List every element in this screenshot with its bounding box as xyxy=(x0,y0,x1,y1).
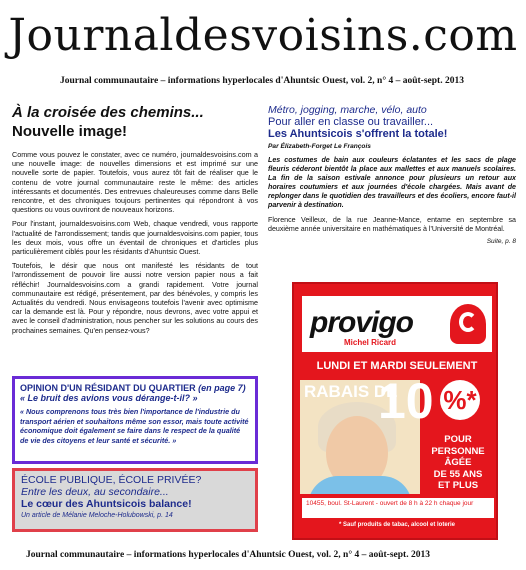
opinion-title: OPINION D'UN RÉSIDANT DU QUARTIER xyxy=(20,383,196,393)
opinion-box[interactable] xyxy=(12,376,258,464)
ecole-byline: Un article de Mélanie Meloche-Holubowski, p. 14 xyxy=(21,512,173,519)
ad-discount-amount: 10 xyxy=(378,373,434,429)
ad-eligibility xyxy=(418,434,498,492)
right-column xyxy=(268,104,516,245)
ad-pour-line-4: ET PLUS xyxy=(437,480,479,491)
left-kicker: À la croisée des chemins... xyxy=(12,104,204,121)
opinion-page-ref: (en page 7) xyxy=(198,383,246,393)
ad-pour-line-3: DE 55 ANS xyxy=(433,468,483,480)
right-paragraph: Florence Veilleux, de la rue Jeanne-Mance, entame en septembre sa deuxième année universitaire en mathématiques à l'Université de Montréal. xyxy=(268,215,516,233)
ad-pour-line-1: POUR xyxy=(444,434,472,445)
right-headline-b: Les Ahuntsicois s'offrent la totale! xyxy=(268,128,448,140)
ad-brand: provigo xyxy=(310,306,413,339)
ad-owner: Michel Ricard xyxy=(344,338,397,347)
opinion-subtitle: « Le bruit des avions vous dérange-t-il? » xyxy=(20,393,198,403)
ad-logo-panel xyxy=(302,296,492,352)
right-lead: Les costumes de bain aux couleurs éclatantes et les sacs de plage fleuris céderont bientôt la place aux mallettes et aux manuels scolaires. La fin de la saison estivale annonce pour plusieurs un retour aux horaires coutumiers et aux journées d'école chargées. Mais avant de replonger dans le quotidien des travailleurs et des écoliers, encore faut-il parvenir à destination. xyxy=(268,156,516,210)
left-paragraph-1: Comme vous pouvez le constater, avec ce numéro, journaldesvoisins.com a une nouvelle image: de nouvelles dimensions et est imprimé sur une nouvelle sorte de papier. Toutefois, vous aurez tôt fait de réaliser que le contenu de votre journal communautaire reste le même: des articles intéressants et documentés. Des entrevues chaleureuses comme dans Belle rencontre, et des chroniques toujours pertinentes qui répondront à vos questions ou vous ouvriront de nouveaux horizons. xyxy=(12,150,258,215)
issue-subhead: Journal communautaire – informations hyperlocales d'Ahuntsic Ouest, vol. 2, n° 4 – août-sept. 2013 xyxy=(60,76,464,86)
opinion-quote: « Nous comprenons tous très bien l'importance de l'industrie du transport aérien et souhaitons même son essor, mais toute activité économique doit également se faire dans le respect de la qualité de vie des citoyens et leur santé et sécurité. » xyxy=(20,407,249,445)
ad-days: LUNDI ET MARDI SEULEMENT xyxy=(316,360,478,372)
ad-pour-line-2: PERSONNE ÂGÉE xyxy=(431,445,485,468)
ad-rabais-label: RABAIS DE xyxy=(304,382,398,401)
ad-address: 10455, boul. St-Laurent - ouvert de 8 h à 22 h chaque jour xyxy=(302,498,494,518)
right-continued-link[interactable]: Suite, p. 8 xyxy=(486,237,516,245)
ad-percent-badge: %* xyxy=(440,380,480,420)
left-paragraph-3: Toutefois, le désir que nous ont manifesté les résidants de tout l'arrondissement de pouvoir lire aussi notre version papier nous a fait réfléchir! Journaldesvoisins.com a grandi rapidement. Votre journal communautaire est rédigé, présentement, par des bénévoles, y compris les Actualités du vendredi. Nous envisageons toutefois l'avenir avec optimisme car la demande est là. Pour y répondre, nous devrons, avec votre appui et avec le conseil d'administration, nous pencher sur les solutions au cours des prochaines semaines. Qu'en pensez-vous? xyxy=(12,261,258,335)
right-byline: Par Élizabeth-Forget Le François xyxy=(268,143,371,150)
left-paragraph-2: Pour l'instant, journaldesvoisins.com Web, chaque vendredi, vous rapporte l'actualité de l'arrondissement; tandis que journaldesvoisins.com papier, tous les deux mois, vous offre un éventail de chroniques et d'articles plus particulièrement ciblés pour les résidants d'Ahuntsic Ouest. xyxy=(12,219,258,257)
provigo-logo-icon xyxy=(450,304,486,344)
ecole-subheading: Entre les deux, au secondaire... xyxy=(21,486,169,498)
issue-footer: Journal communautaire – informations hyperlocales d'Ahuntsic Ouest, vol. 2, n° 4 – août-sept. 2013 xyxy=(26,550,430,560)
ecole-box[interactable] xyxy=(12,468,258,532)
left-headline: Nouvelle image! xyxy=(12,123,128,140)
right-kicker: Métro, jogging, marche, vélo, auto xyxy=(268,104,427,116)
provigo-ad[interactable] xyxy=(292,282,498,540)
masthead-title: Journaldesvoisins.com xyxy=(8,10,518,61)
left-column xyxy=(12,104,258,340)
ecole-heading: ÉCOLE PUBLIQUE, ÉCOLE PRIVÉE? xyxy=(21,474,202,486)
opinion-title-row xyxy=(20,383,250,393)
ad-fine-print: * Sauf produits de tabac, alcool et loterie xyxy=(338,522,456,528)
ecole-headline: Le cœur des Ahuntsicois balance! xyxy=(21,498,192,510)
right-headline-a: Pour aller en classe ou travailler... xyxy=(268,116,434,128)
